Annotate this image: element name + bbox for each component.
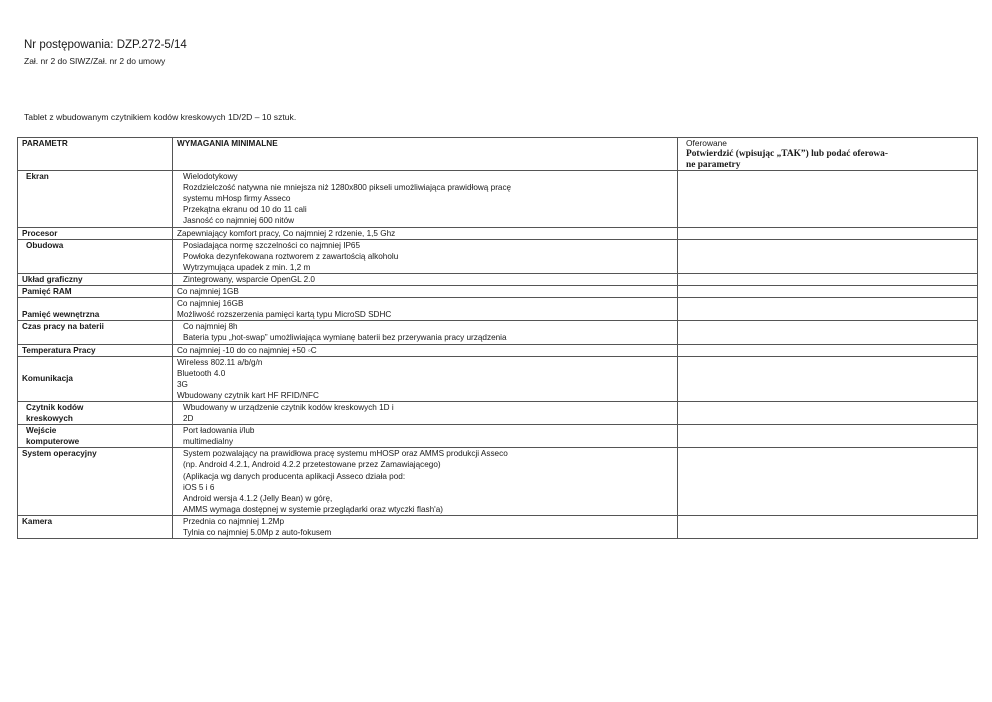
requirement-line: (Aplikacja wg danych producenta aplikacji Asseco działa pod:	[183, 471, 406, 481]
header-offer-note: Potwierdzić (wpisując „TAK”) lub podać oferowa-	[686, 149, 888, 160]
procedure-number: Nr postępowania: DZP.272-5/14	[24, 39, 187, 51]
requirement-line: Bluetooth 4.0	[177, 368, 226, 378]
requirement-line: Zintegrowany, wsparcie OpenGL 2.0	[183, 274, 315, 284]
requirement-line: Bateria typu „hot-swap” umożliwiająca wymianę baterii bez przerywania pracy urządzenia	[183, 333, 507, 343]
requirement-cell	[173, 448, 678, 516]
table-row	[18, 286, 978, 298]
requirement-cell	[173, 515, 678, 538]
param-cell	[18, 448, 173, 516]
param-label: Wejście	[26, 426, 57, 436]
requirement-cell	[173, 298, 678, 321]
attachment-label: Zał. nr 2 do SIWZ/Zał. nr 2 do umowy	[24, 56, 166, 66]
requirement-line: Przednia co najmniej 1.2Mp	[183, 516, 285, 526]
param-cell	[18, 344, 173, 356]
table-row	[18, 227, 978, 239]
offer-cell[interactable]	[678, 273, 978, 285]
requirement-cell	[173, 401, 678, 424]
param-cell	[18, 298, 173, 321]
offer-cell[interactable]	[678, 286, 978, 298]
requirement-line: Co najmniej -10 do co najmniej +50 ◦C	[177, 345, 317, 355]
table-row	[18, 298, 978, 321]
param-cell	[18, 239, 173, 273]
requirement-line: Możliwość rozszerzenia pamięci kartą typu MicroSD SDHC	[177, 310, 392, 320]
requirement-line: System pozwalający na prawidłowa pracę systemu mHOSP oraz AMMS produkcji Asseco	[183, 449, 508, 459]
requirement-cell	[173, 321, 678, 344]
param-cell	[18, 171, 173, 227]
header-param: PARAMETR	[18, 138, 173, 171]
requirement-line: Zapewniający komfort pracy, Co najmniej 2 rdzenie, 1,5 Ghz	[177, 228, 396, 238]
offer-cell[interactable]	[678, 344, 978, 356]
table-row	[18, 425, 978, 448]
header-requirements: WYMAGANIA MINIMALNE	[173, 138, 678, 171]
param-cell	[18, 321, 173, 344]
table-row	[18, 401, 978, 424]
header-offer-note-cont: ne parametry	[686, 159, 741, 170]
requirement-line: Przekątna ekranu od 10 do 11 cali	[183, 205, 307, 215]
requirement-cell	[173, 286, 678, 298]
offer-cell[interactable]	[678, 425, 978, 448]
offer-cell[interactable]	[678, 515, 978, 538]
header-offer	[678, 138, 978, 171]
offer-cell[interactable]	[678, 401, 978, 424]
param-label: komputerowe	[26, 437, 80, 447]
table-header-row	[18, 138, 978, 171]
intro-text: Tablet z wbudowanym czytnikiem kodów kreskowych 1D/2D – 10 sztuk.	[24, 112, 297, 122]
requirement-line: Jasność co najmniej 600 nitów	[183, 216, 295, 226]
requirement-line: Wbudowany w urządzenie czytnik kodów kreskowych 1D i	[183, 402, 394, 412]
param-label: kreskowych	[26, 414, 73, 424]
table-row	[18, 448, 978, 516]
param-label: Ekran	[26, 172, 49, 182]
requirement-line: (np. Android 4.2.1, Android 4.2.2 przetestowane przez Zamawiającego)	[183, 460, 441, 470]
requirement-line: Rozdzielczość natywna nie mniejsza niż 1280x800 pikseli umożliwiająca prawidłową pracę	[183, 183, 512, 193]
param-label: Układ graficzny	[22, 274, 83, 284]
requirement-line: 2D	[183, 414, 194, 424]
param-cell	[18, 401, 173, 424]
param-label: System operacyjny	[22, 449, 97, 459]
spec-table	[17, 137, 978, 539]
param-cell	[18, 273, 173, 285]
param-cell	[18, 356, 173, 401]
requirement-line: AMMS wymaga dostępnej w systemie przeglądarki oraz wtyczki flash'a)	[183, 504, 444, 514]
requirement-line: systemu mHosp firmy Asseco	[183, 194, 291, 204]
param-label: Pamięć RAM	[22, 287, 72, 297]
requirement-line: Posiadająca normę szczelności co najmniej IP65	[183, 240, 361, 250]
param-label: Pamięć wewnętrzna	[22, 310, 100, 320]
param-label: Czytnik kodów	[26, 402, 84, 412]
offer-cell[interactable]	[678, 239, 978, 273]
param-label: Komunikacja	[22, 374, 73, 384]
requirement-line: Port ładowania i/lub	[183, 426, 255, 436]
requirement-line: Co najmniej 16GB	[177, 299, 244, 309]
table-row	[18, 515, 978, 538]
requirement-line: Co najmniej 8h	[183, 322, 238, 332]
table-row	[18, 171, 978, 227]
requirement-line: Wireless 802.11 a/b/g/n	[177, 357, 263, 367]
requirement-cell	[173, 356, 678, 401]
param-label: Temperatura Pracy	[22, 345, 96, 355]
param-cell	[18, 515, 173, 538]
table-row	[18, 321, 978, 344]
offer-cell[interactable]	[678, 227, 978, 239]
offer-cell[interactable]	[678, 298, 978, 321]
requirement-line: Android wersja 4.1.2 (Jelly Bean) w górę,	[183, 493, 333, 503]
table-row	[18, 356, 978, 401]
requirement-cell	[173, 227, 678, 239]
requirement-cell	[173, 273, 678, 285]
param-cell	[18, 425, 173, 448]
requirement-cell	[173, 425, 678, 448]
requirement-line: Wbudowany czytnik kart HF RFID/NFC	[177, 390, 319, 400]
param-label: Obudowa	[26, 240, 64, 250]
requirement-cell	[173, 239, 678, 273]
header-offer-title: Oferowane	[686, 138, 727, 148]
param-cell	[18, 227, 173, 239]
requirement-line: Powłoka dezynfekowana roztworem z zawartością alkoholu	[183, 251, 399, 261]
param-label: Procesor	[22, 228, 58, 238]
offer-cell[interactable]	[678, 448, 978, 516]
requirement-line: multimedialny	[183, 437, 234, 447]
requirement-line: iOS 5 i 6	[183, 482, 215, 492]
requirement-cell	[173, 171, 678, 227]
requirement-line: 3G	[177, 379, 188, 389]
requirement-line: Tylnia co najmniej 5.0Mp z auto-fokusem	[183, 528, 332, 537]
table-row	[18, 239, 978, 273]
offer-cell[interactable]	[678, 321, 978, 344]
offer-cell[interactable]	[678, 171, 978, 227]
requirement-line: Wielodotykowy	[183, 172, 238, 182]
param-label: Czas pracy na baterii	[22, 322, 104, 332]
table-row	[18, 344, 978, 356]
offer-cell[interactable]	[678, 356, 978, 401]
requirement-cell	[173, 344, 678, 356]
table-row	[18, 273, 978, 285]
requirement-line: Co najmniej 1GB	[177, 287, 239, 297]
param-cell	[18, 286, 173, 298]
param-label: Kamera	[22, 516, 53, 526]
requirement-line: Wytrzymująca upadek z min. 1,2 m	[183, 262, 311, 272]
